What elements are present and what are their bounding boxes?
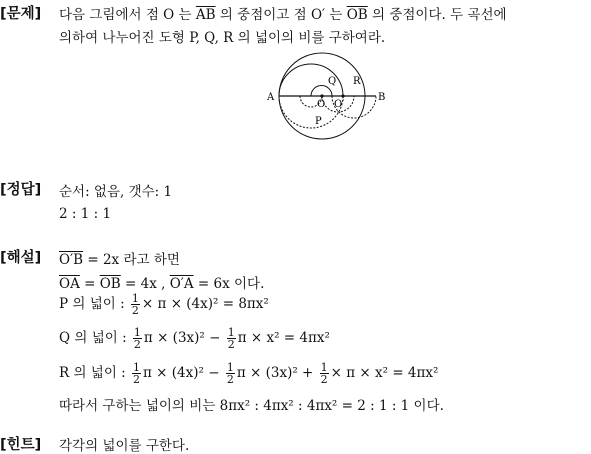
label-o-prime: O′ (334, 99, 345, 110)
problem-tag: [문제] (0, 6, 42, 22)
hint-tag: [힌트] (0, 437, 42, 453)
answer-value: 2 : 1 : 1 (59, 206, 112, 222)
area-q-expr-2: π × x² = 4πx² (237, 330, 330, 346)
label-r: R (353, 76, 361, 87)
area-p-line (59, 292, 269, 316)
label-p: P (315, 116, 322, 127)
fraction-half: $\frac{1}{2}$ (226, 361, 234, 386)
answer-tag: [정답] (0, 182, 42, 198)
fraction-half: $\frac{1}{2}$ (131, 292, 139, 317)
segment-ob-2: $\overline{OB}$ (99, 276, 121, 292)
area-r-line (59, 361, 438, 385)
label-a: A (267, 92, 275, 103)
point-o (320, 94, 323, 97)
label-o: O (317, 99, 326, 110)
fraction-half: $\frac{1}{2}$ (133, 361, 141, 386)
area-q-expr-1: π × (3x)² − (143, 330, 225, 346)
answer-meta: 순서: 없음, 갯수: 1 (59, 184, 173, 200)
label-b: B (378, 92, 386, 103)
segment-o-prime-b: O′B (59, 252, 84, 268)
segment-oa: $\overline{OA}$ (59, 276, 80, 292)
explanation-line-1-rest: = 2x 라고 하면 (83, 252, 180, 268)
explanation-line-2-mid: = 4x , (120, 276, 170, 292)
arc-upper-small (311, 86, 332, 97)
problem-text-b: 의 중점이고 점 O′ 는 (215, 7, 347, 23)
fraction-half: $\frac{1}{2}$ (227, 326, 235, 351)
area-q-label: Q 의 넓이 : (59, 330, 131, 346)
equals: = (79, 276, 100, 292)
area-r-expr-3: × π × x² = 4πx² (330, 365, 439, 381)
label-q: Q (328, 76, 337, 87)
segment-o-prime-a: O′A (169, 276, 194, 292)
area-p-label: P 의 넓이 : (59, 296, 129, 312)
problem-line-1 (59, 3, 507, 23)
point-o-prime (341, 94, 344, 97)
area-r-expr-1: π × (4x)² − (143, 365, 224, 381)
geometry-figure (262, 44, 392, 148)
problem-text-c: 의 중점이다. 두 곡선에 (367, 7, 507, 23)
conclusion: 따라서 구하는 넓이의 비는 8πx² : 4πx² : 4πx² = 2 : 1 : 1 이다. (59, 398, 444, 414)
area-p-expr: × π × (4x)² = 8πx² (141, 296, 269, 312)
fraction-half: $\frac{1}{2}$ (133, 326, 141, 351)
segment-ob: $\overline{OB}$ (346, 7, 368, 23)
segment-ab: $\overline{AB}$ (195, 7, 216, 23)
explanation-line-2-end: = 6x 이다. (193, 276, 265, 292)
explanation-line-2 (59, 272, 264, 292)
area-r-label: R 의 넓이 : (59, 365, 131, 381)
problem-line-2: 의하여 나누어진 도형 P, Q, R 의 넓이의 비를 구하여라. (59, 30, 386, 46)
explanation-tag: [해설] (0, 250, 42, 266)
hint-text: 각각의 넓이를 구한다. (59, 438, 190, 454)
problem-text-a: 다음 그림에서 점 O 는 (59, 7, 196, 23)
fraction-half: $\frac{1}{2}$ (320, 361, 328, 386)
explanation-line-1 (59, 248, 180, 268)
area-q-line (59, 326, 330, 350)
area-r-expr-2: π × (3x)² + (236, 365, 318, 381)
